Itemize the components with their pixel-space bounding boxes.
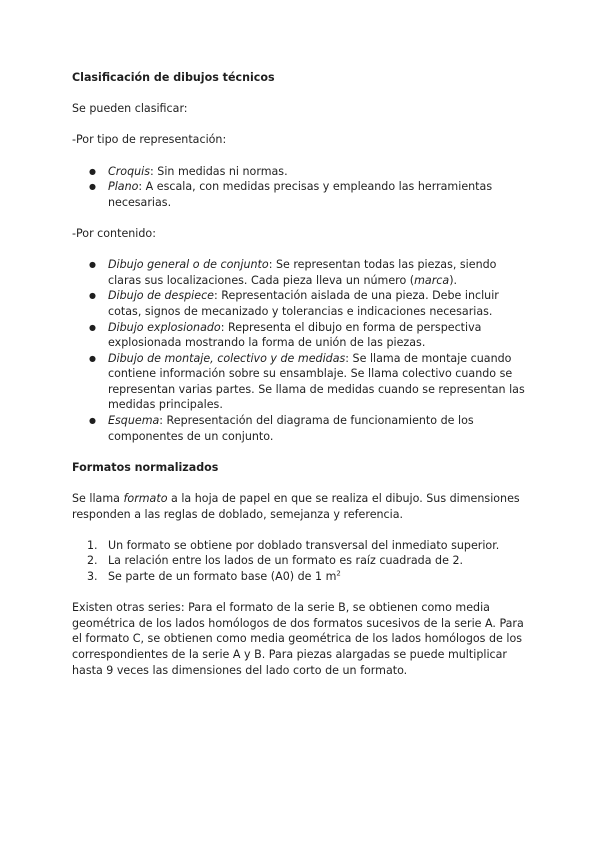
content-list <box>72 257 530 444</box>
formats-intro: Se llama formato a la hoja de papel en que se realiza el dibujo. Sus dimensiones responden a las reglas de doblado, semejanza y referencia. <box>72 492 520 521</box>
list-item: 2. La relación entre los lados de un formato es raíz cuadrada de 2. <box>87 554 464 568</box>
section-title-formats: Formatos normalizados <box>72 460 219 474</box>
by-representation-label: -Por tipo de representación: <box>72 133 227 147</box>
list-item: ● Dibujo de despiece: Representación aislada de una pieza. Debe incluir cotas, signos de mecanizado y tolerancias e indicaciones necesarias. <box>72 288 530 319</box>
list-item: ● Dibujo explosionado: Representa el dibujo en forma de perspectiva explosionada mostrando la forma de unión de las piezas. <box>72 320 530 351</box>
list-item: ● Plano: A escala, con medidas precisas y empleando las herramientas necesarias. <box>72 179 530 210</box>
rules-list <box>72 538 530 585</box>
classification-intro: Se pueden clasificar: <box>72 102 188 116</box>
by-content-label: -Por contenido: <box>72 226 156 240</box>
representation-list <box>72 164 530 211</box>
list-item: ● Croquis: Sin medidas ni normas. <box>72 164 530 180</box>
list-item: 3. Se parte de un formato base (A0) de 1 $m^2$ <box>87 569 341 583</box>
list-item: ● Dibujo de montaje, colectivo y de medidas: Se llama de montaje cuando contiene información sobre su ensamblaje. Se llama colectivo cuando se representan varias partes. Se llama de medidas cuando se representan las medidas principales. <box>72 351 530 413</box>
formats-closing-paragraph: Existen otras series: Para el formato de la serie B, se obtienen como media geométrica de los lados homólogos de dos formatos sucesivos de la serie A. Para el formato C, se obtienen como media geométrica de los lados homólogos de los correspondientes de la serie A y B. Para piezas alargadas se puede multiplicar hasta 9 veces las dimensiones del lado corto de un formato. <box>72 601 524 677</box>
list-item: 1. Un formato se obtiene por doblado transversal del inmediato superior. <box>87 538 500 552</box>
list-item: ● Esquema: Representación del diagrama de funcionamiento de los componentes de un conjunto. <box>72 413 530 444</box>
section-title-classification: Clasificación de dibujos técnicos <box>72 71 275 84</box>
list-item: ● Dibujo general o de conjunto: Se representan todas las piezas, siendo claras sus localizaciones. Cada pieza lleva un número (marca). <box>72 257 530 288</box>
